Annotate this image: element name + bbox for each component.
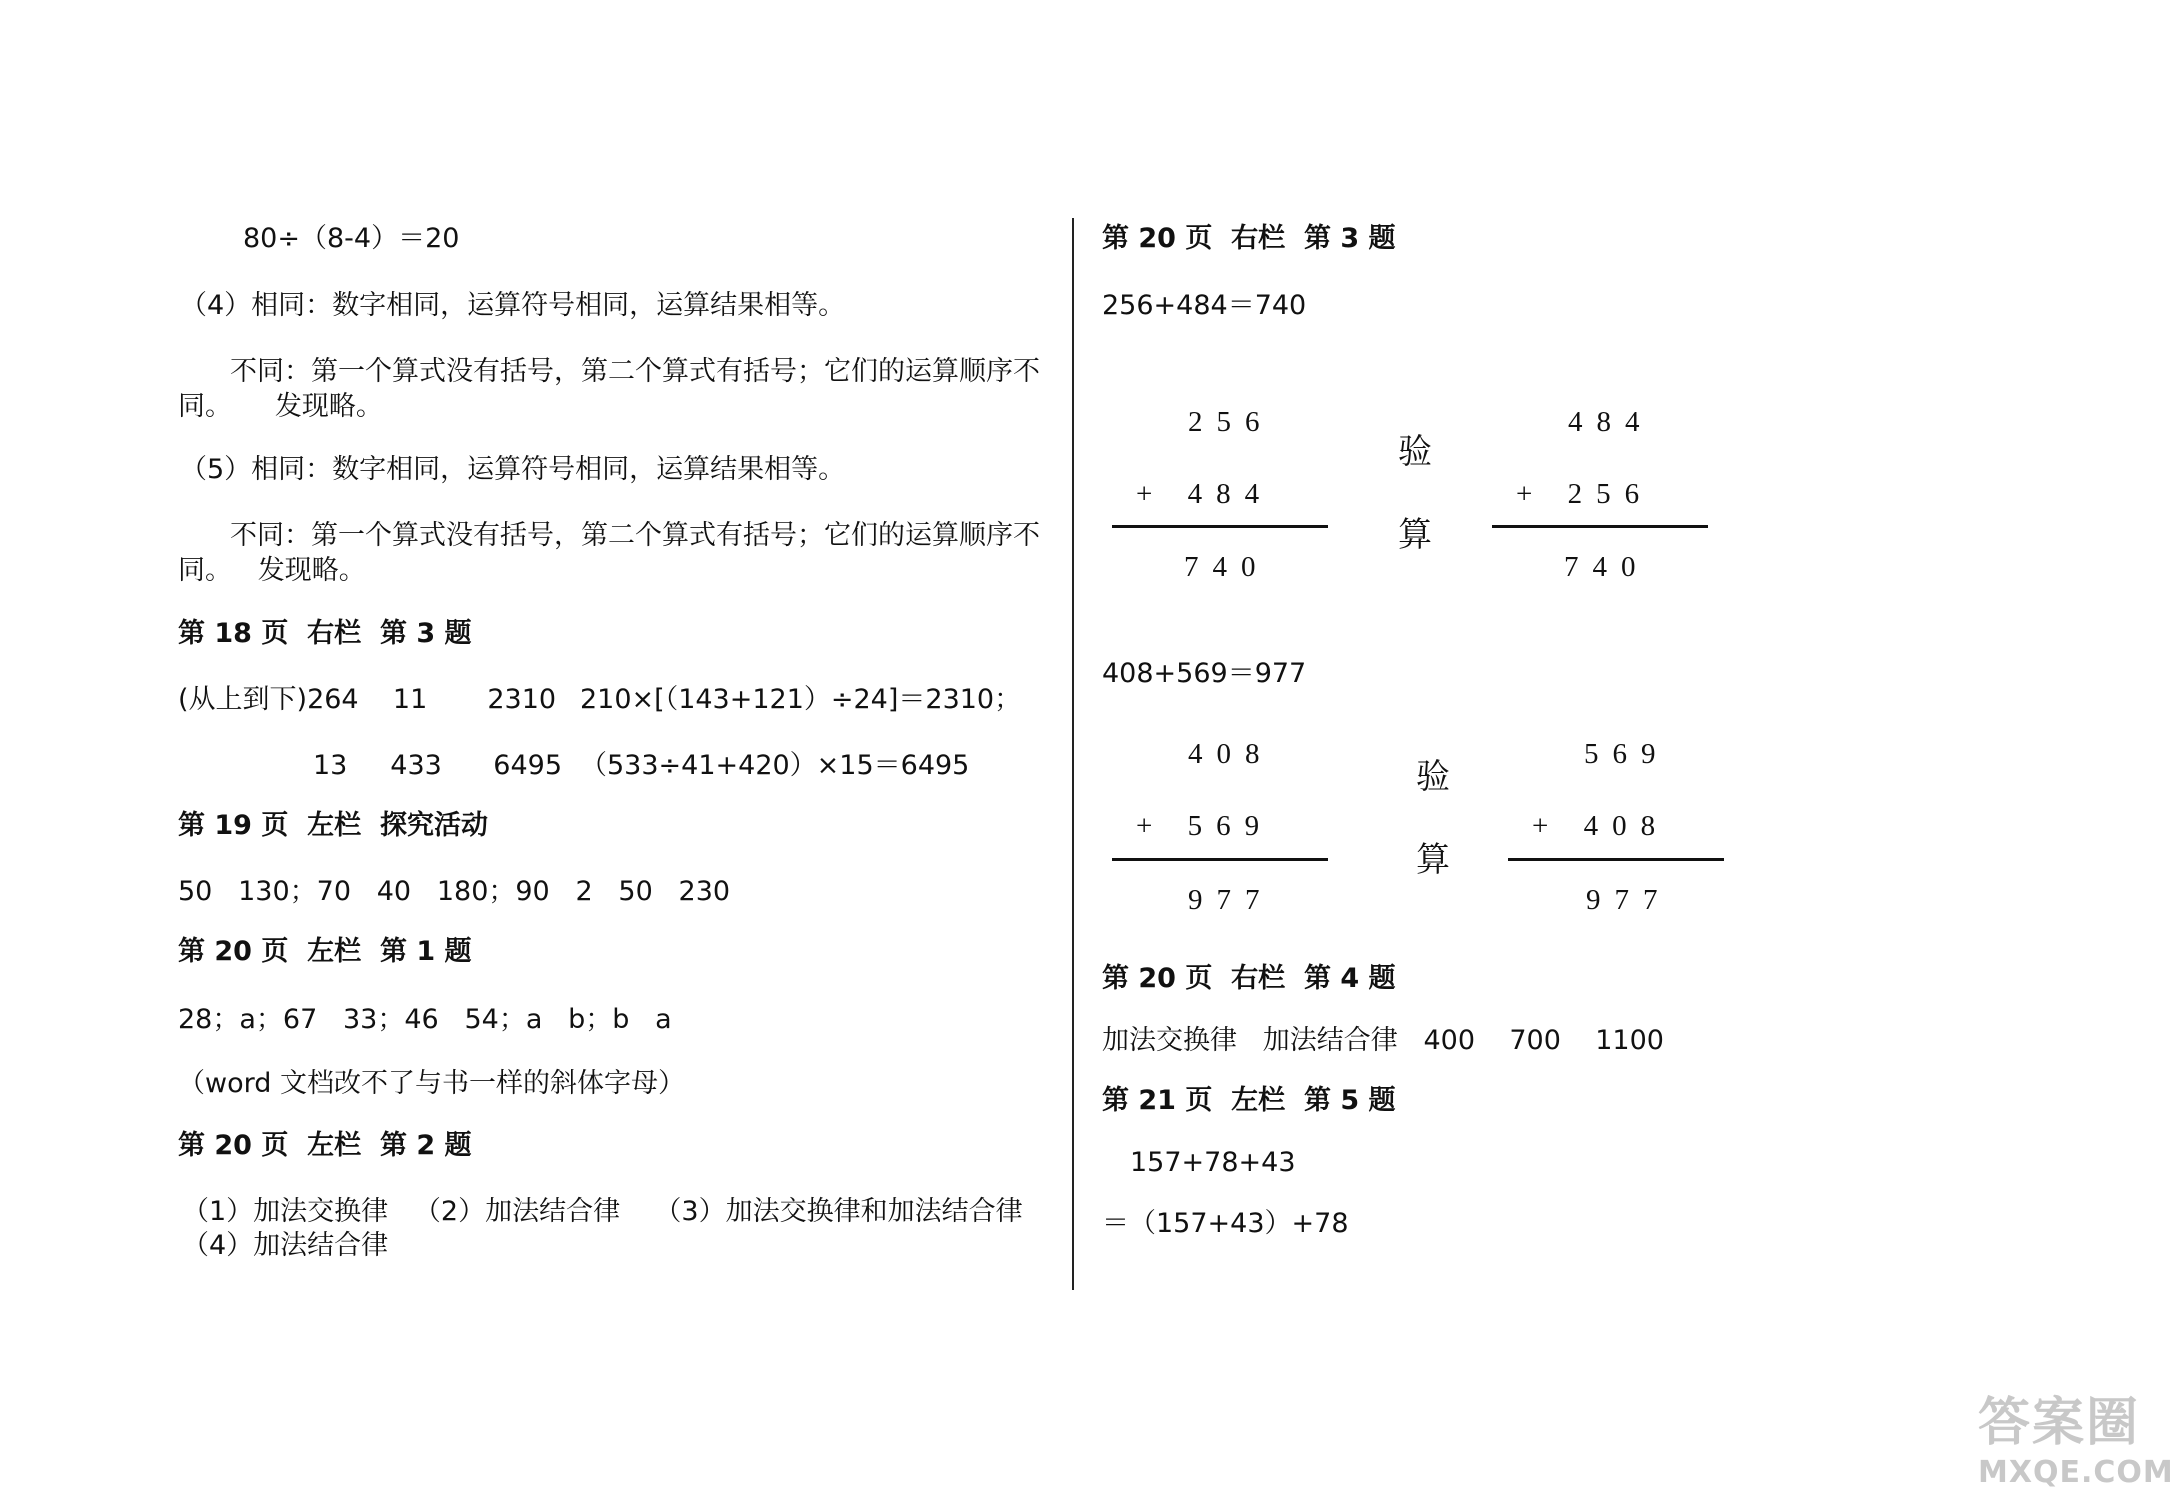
p20-1-note: （word 文档改不了与书一样的斜体字母）	[178, 1068, 685, 1099]
calc2-b-mid: + 408	[1532, 810, 1670, 842]
calc2-a-result: 977	[1188, 884, 1274, 916]
calc1-b-top: 484	[1568, 406, 1654, 438]
calc1-check-char-1: 验	[1398, 432, 1432, 472]
calc2-a-mid: + 569	[1136, 810, 1274, 842]
calc1-check-char-2: 算	[1398, 515, 1432, 555]
p20-2-line2: （4）加法结合律	[182, 1230, 389, 1261]
equation-2: 408+569＝977	[1102, 658, 1307, 689]
p20-2-line1: （1）加法交换律 （2）加法结合律 （3）加法交换律和加法结合律	[182, 1196, 1023, 1227]
calc1-a-rule	[1112, 525, 1328, 528]
calc2-a-rule	[1112, 858, 1328, 861]
calc2-check-char-1: 验	[1416, 757, 1450, 797]
heading-p20-1: 第 20 页 左栏 第 1 题	[178, 936, 472, 967]
calc2-a-top: 408	[1188, 738, 1274, 770]
heading-p19: 第 19 页 左栏 探究活动	[178, 810, 488, 841]
calc2-b-result: 977	[1586, 884, 1672, 916]
heading-p20-3: 第 20 页 右栏 第 3 题	[1102, 223, 1396, 254]
calc1-a-result: 740	[1184, 551, 1270, 583]
column-divider	[1072, 218, 1074, 1290]
equation-1: 256+484＝740	[1102, 290, 1307, 321]
heading-p20-4: 第 20 页 右栏 第 4 题	[1102, 963, 1396, 994]
calc1-b-result: 740	[1564, 551, 1650, 583]
heading-p20-2: 第 20 页 左栏 第 2 题	[178, 1130, 472, 1161]
p20-4-answer: 加法交换律 加法结合律 400 700 1100	[1102, 1025, 1664, 1056]
p19-answer: 50 130；70 40 180；90 2 50 230	[178, 876, 731, 907]
heading-p18: 第 18 页 右栏 第 3 题	[178, 618, 472, 649]
p18-line1-values: (从上到下)264 11 2310	[178, 684, 557, 715]
watermark-url: MXQE.COM	[1978, 1455, 2174, 1490]
calc2-b-rule	[1508, 858, 1724, 861]
calc1-a-top: 256	[1188, 406, 1274, 438]
calc1-a-mid: + 484	[1136, 478, 1274, 510]
p18-line2-values: 13 433 6495	[313, 750, 563, 781]
watermark-text: 答案圈	[1978, 1393, 2141, 1453]
calc1-b-rule	[1492, 525, 1708, 528]
p21-line2: ＝（157+43）+78	[1102, 1208, 1349, 1239]
calc2-b-top: 569	[1584, 738, 1670, 770]
q5-diff-text: 不同：第一个算式没有括号，第二个算式有括号；它们的运算顺序不	[230, 520, 1040, 551]
p20-1-answer: 28；a；67 33；46 54；a b；b a	[178, 1004, 672, 1035]
q5-same-text: （5）相同：数字相同，运算符号相同，运算结果相等。	[180, 454, 846, 485]
watermark-logo	[1978, 1380, 2174, 1490]
q4-diff-text: 不同：第一个算式没有括号，第二个算式有括号；它们的运算顺序不	[230, 356, 1040, 387]
q4-same-text: （4）相同：数字相同，运算符号相同，运算结果相等。	[180, 290, 846, 321]
expression-line: 80÷（8-4）＝20	[243, 223, 460, 254]
heading-p21-5: 第 21 页 左栏 第 5 题	[1102, 1085, 1396, 1116]
p18-line1-expression: 210×[（143+121）÷24]＝2310；	[580, 684, 1022, 715]
p18-line2-expression: （533÷41+420）×15＝6495	[580, 750, 970, 781]
q5-diff-text-cont: 同。 发现略。	[178, 555, 366, 586]
p21-line1: 157+78+43	[1130, 1147, 1296, 1178]
calc2-check-char-2: 算	[1416, 840, 1450, 880]
q4-diff-text-cont: 同。 发现略。	[178, 391, 383, 422]
calc1-b-mid: + 256	[1516, 478, 1654, 510]
